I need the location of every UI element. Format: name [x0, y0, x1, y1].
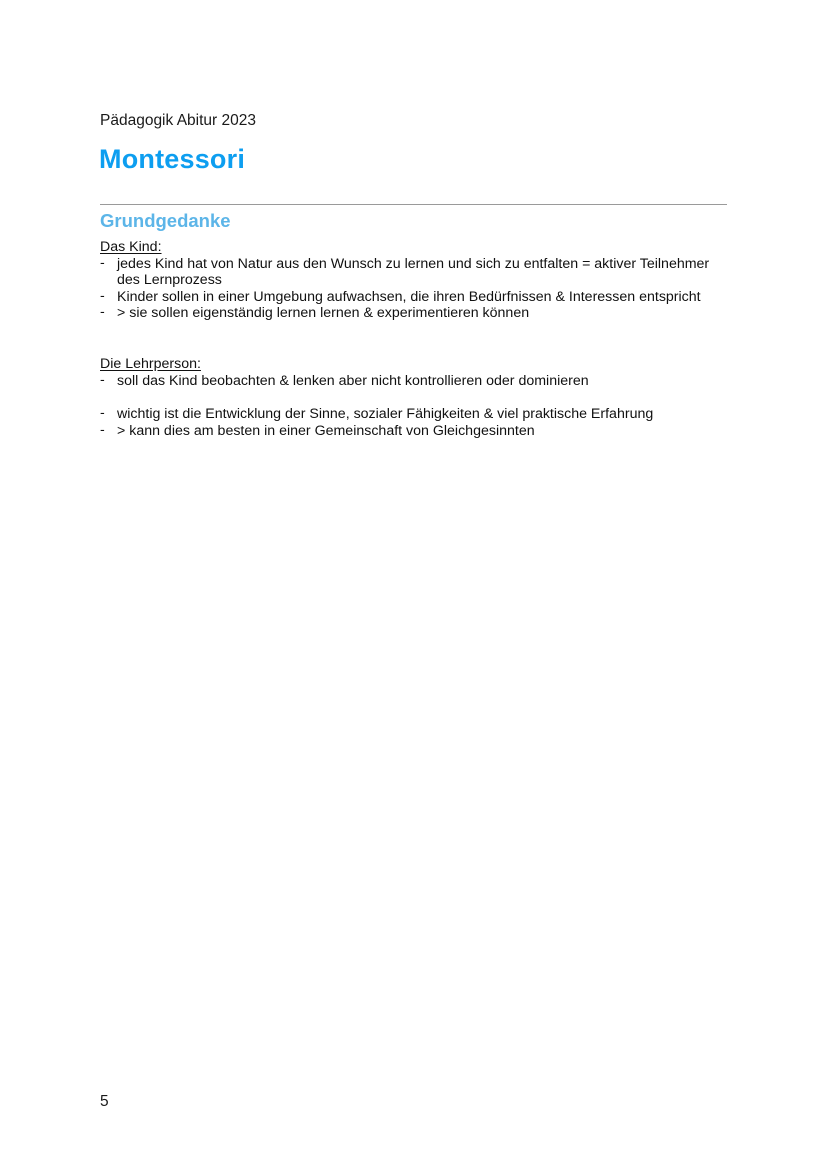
- block-label-die-lehrperson: Die Lehrperson:: [100, 356, 201, 372]
- list-item-text: jedes Kind hat von Natur aus den Wunsch zu lernen und sich zu entfalten = aktiver Teilnehmer des Lernprozess: [117, 255, 710, 289]
- block-additional-points: [100, 406, 720, 439]
- list-item-text: > kann dies am besten in einer Gemeinschaft von Gleichgesinnten: [117, 422, 535, 439]
- list-item: [100, 373, 720, 390]
- list-die-lehrperson: [100, 373, 720, 390]
- list-item-text: > sie sollen eigenständig lernen lernen & experimentieren können: [117, 305, 530, 322]
- section-heading: Grundgedanke: [100, 210, 231, 231]
- horizontal-divider: [100, 204, 727, 205]
- document-title: Montessori: [99, 144, 246, 174]
- list-item: [100, 289, 720, 306]
- list-item: [100, 423, 720, 440]
- dash-bullet: -: [100, 405, 105, 421]
- document-header-label: Pädagogik Abitur 2023: [100, 112, 256, 129]
- block-die-lehrperson: [100, 356, 720, 389]
- list-item-text: soll das Kind beobachten & lenken aber nicht kontrollieren oder dominieren: [117, 372, 589, 389]
- block-label-das-kind: Das Kind:: [100, 239, 162, 255]
- list-item-text: wichtig ist die Entwicklung der Sinne, sozialer Fähigkeiten & viel praktische Erfahrung: [117, 406, 654, 422]
- dash-bullet: -: [100, 287, 105, 304]
- dash-bullet: -: [100, 421, 105, 438]
- list-additional-points: [100, 406, 720, 439]
- list-item: [100, 256, 720, 289]
- dash-bullet: -: [100, 371, 105, 388]
- list-item-text: Kinder sollen in einer Umgebung aufwachsen, die ihren Bedürfnissen & Interessen entspricht: [117, 288, 701, 305]
- list-item: [100, 406, 720, 423]
- block-das-kind: [100, 239, 720, 322]
- list-das-kind: [100, 256, 720, 322]
- list-item: [100, 305, 720, 322]
- dash-bullet: -: [100, 304, 105, 321]
- page-number: 5: [100, 1093, 109, 1110]
- dash-bullet: -: [100, 254, 105, 271]
